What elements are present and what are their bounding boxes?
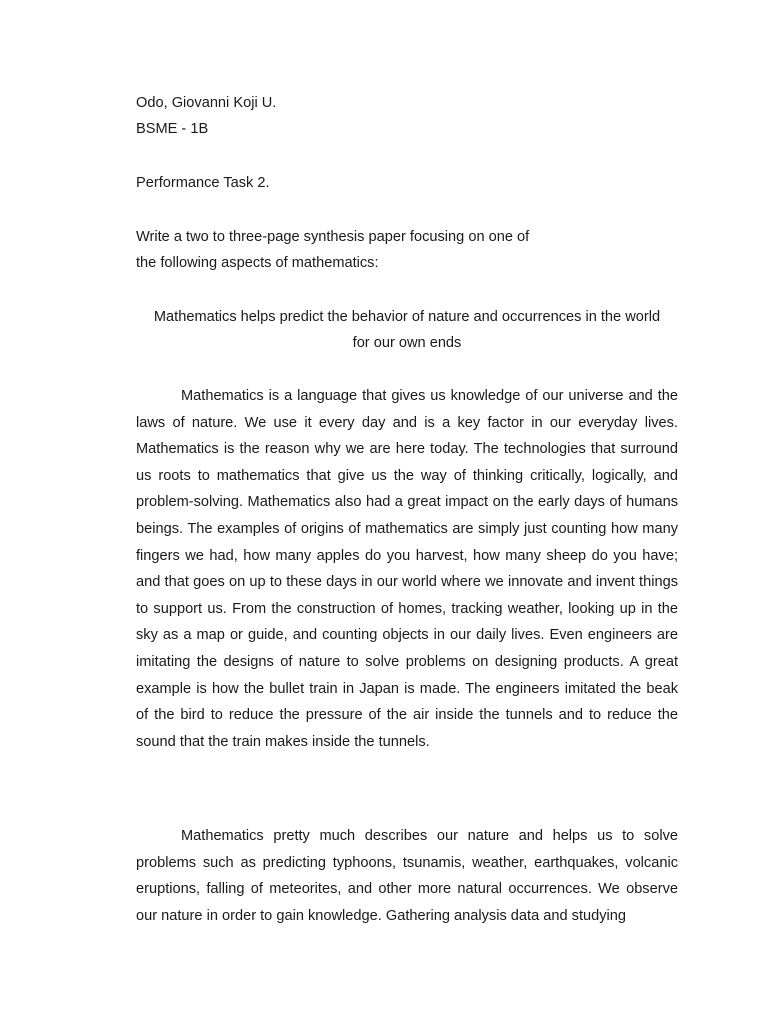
instruction-line-1: Write a two to three-page synthesis paper focusing on one of — [136, 229, 530, 245]
body-paragraph-2: Mathematics pretty much describes our nature and helps us to solve problems such as predicting typhoons, tsunamis, weather, earthquakes, volcanic eruptions, falling of meteorites, and other more natural occurrences. We observe our nature in order to gain knowledge. Gathering analysis data and studying — [136, 828, 678, 924]
course-section: BSME - 1B — [136, 121, 209, 137]
body-paragraph-1: Mathematics is a language that gives us knowledge of our universe and the laws of nature. We use it every day and is a key factor in our everyday lives. Mathematics is the reason why we are here today. The technologies that surround us roots to mathematics that give us the way of thinking critically, logically, and problem-solving. Mathematics also had a great impact on the early days of humans beings. The examples of origins of mathematics are simply just counting how many fingers we had, how many apples do you harvest, how many sheep do you have; and that goes on up to these days in our world where we innovate and invent things to support us. From the construction of homes, tracking weather, looking up in the sky as a map or guide, and counting objects in our daily lives. Even engineers are imitating the designs of nature to solve problems on designing products. A great example is how the bullet train in Japan is made. The engineers imitated the beak of the bird to reduce the pressure of the air inside the tunnels and to reduce the sound that the train makes inside the tunnels. — [136, 388, 678, 750]
topic-line-1: Mathematics helps predict the behavior of nature and occurrences in the world — [153, 309, 661, 325]
instruction-line-2: the following aspects of mathematics: — [136, 255, 379, 271]
author-name: Odo, Giovanni Koji U. — [136, 95, 277, 111]
topic-line-2: for our own ends — [352, 335, 462, 351]
task-title: Performance Task 2. — [136, 175, 270, 191]
